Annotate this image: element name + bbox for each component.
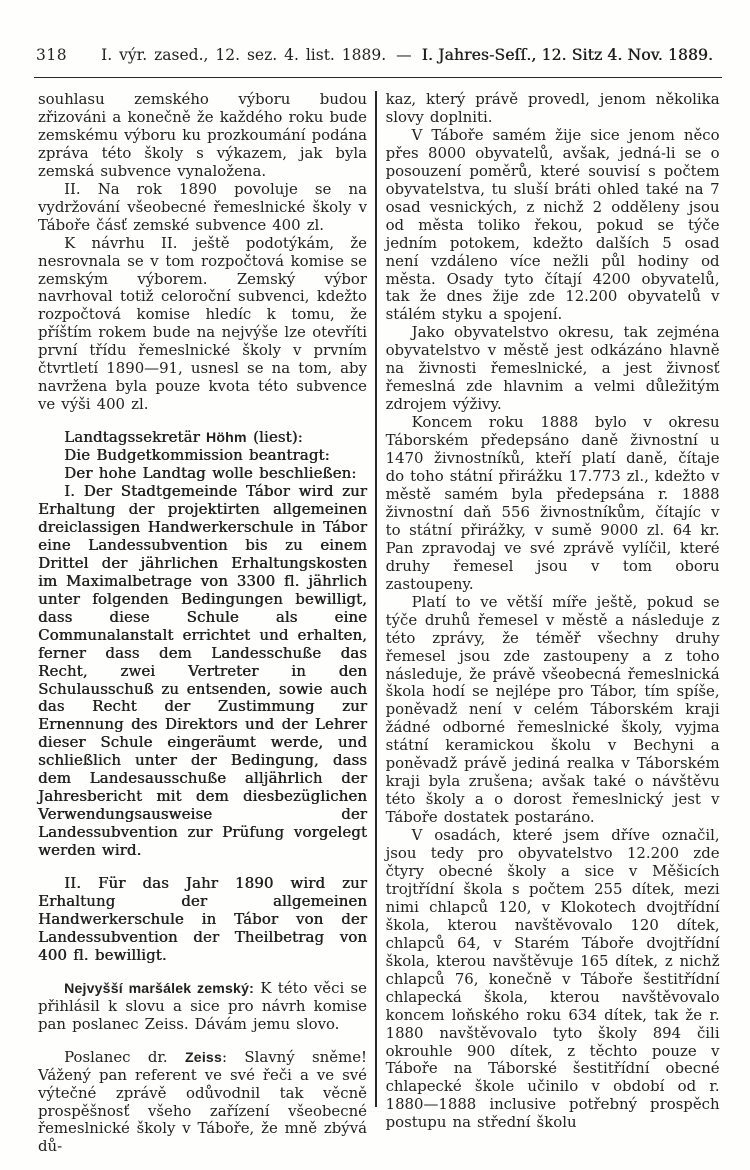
text-run: Die Budgetkommission beantragt: [64,446,330,465]
paragraph [386,827,720,1132]
left-column [38,91,367,1156]
paragraph [38,483,367,860]
paragraph [386,324,720,414]
text-run: : Slavný sněme! Vážený pan referent ve své řeči a ve své výtečné zprávě odůvodnil tak věcně prospěšnosť všeho zařízení všeobecné řemeslnické školy v Táboře, že mně zbývá dů- [38,1047,367,1156]
text-run: V Táboře samém žije sice jenom něco přes 8000 obyvatelů, avšak, jedná-li se o posouzení poměrů, které souvisí s počtem obyvatelstva, tu sluší bráti ohled také na 7 osad vesnických, z nichž 2 odděleny jsou od města toliko řekou, pokud se týče jedním potokem, kdežto dalších 5 osad není vzdáleno více nežli půl hodiny od města. Osady tyto čítají 4200 obyvatelů, tak že dnes žije zde 12.200 obyvatelů v stálém styku a spojení. [385,125,720,324]
text-run: kaz, který právě provedl, jenom několika slovy doplniti. [385,90,720,126]
paragraph [386,414,720,594]
paragraph [38,181,367,235]
text-run: Poslanec dr. [64,1047,185,1066]
speaker-name: Zeiss [184,1048,223,1065]
column-divider [375,91,377,1107]
header-rule [34,77,722,78]
paragraph [38,875,367,965]
paragraph [386,127,720,324]
running-title-separator: — [396,46,412,64]
text-run: Koncem roku 1888 bylo v okresu Táborském předepsáno daně živnostní u 1470 živnostníků, kteří platí daně, čítaje do toho státní přirážku 17.773 zl., kdežto v městě samém byla předepsána r. 1888 živnostní daň 556 živnostníkům, čítajíc v to státní přirážky, v sumě 9000 zl. 64 kr. Pan zpravodaj ve své zprávě vylíčil, které druhy řemesel jsou v tom oboru zastoupeny. [385,413,720,593]
text-run: K návrhu II. ještě podotýkám, že nesrovnala se v tom rozpočtová komise se zemským výborem. Zemský výbor navrhoval totiž celoroční subvenci, kdežto rozpočtová komise hledíc k tomu, že příštím rokem bude na nejvýše lze otevříti první třídu řemeslnické školy v prvním čtvrtletí 1890—91, usnesl se na tom, aby navržena byla pouze kvota této subvence ve výši 400 zl. [38,233,367,414]
text-run: II. Na rok 1890 povoluje se na vydržování všeobecné řemeslnické školy v Táboře čásť zemské subvence 400 zl. [38,179,367,234]
paragraph [38,91,367,181]
text-run: I. Der Stadtgemeinde Tábor wird zur Erhaltung der projektirten allgemeinen dreiclassigen Handwerkerschule in Tábor eine Landessubvention bis zu einem Drittel der jährlichen Erhaltungskosten im Maximalbetrage von 3300 fl. jährlich unter folgenden Bedingungen bewilligt, dass diese Schule als eine Communalanstalt errichtet und erhalten, ferner dass dem Landesschuße das Recht, zwei Vertreter in den Schulausschuß zu entsenden, sowie auch das Recht der Zustimmung zur Ernennung des Direktors und der Lehrer dieser Schule eingeräumt werde, und schließlich unter der Bedingung, dass dem Landesausschuße alljährlich der Jahresbericht mit dem diesbezüglichen Verwendungsausweise der Landessubvention zur Prüfung vorgelegt werden wird. [38,482,367,860]
text-body [38,91,720,1156]
text-run: souhlasu zemského výboru budou zřizováni a konečně že každého roku bude zemskému výboru ku prozkoumání podána zpráva této školy s výkazem, jak byla zemská subvence vynaložena. [38,90,367,180]
text-run: Der hohe Landtag wolle beschließen: [64,464,357,483]
paragraph [386,91,720,127]
text-run: V osadách, které jsem dříve označil, jsou tedy pro obyvatelstvo 12.200 zde čtyry obecné školy a sice v Měšicích trojtřídní škola s počtem 255 dítek, mezi nimi chlapců 120, v Klokotech dvojtřídní škola, kterou navštěvovalo 120 dítek, chlapců 64, v Starém Táboře dvojtřídní škola, kterou navštěvuje 165 dítek, z nichž chlapců 76, konečně v Táboře šestitřídní chlapecká škola, kterou navštěvovalo koncem loňského roku 634 dítek, tak že r. 1880 navštěvovalo tyto školy 894 čili okrouhle 900 dítek, z těchto pouze v Táboře na Táborské šestitřídní obecné chlapecké škole učinilo v období od r. 1880—1888 inclusive potřebný prospěch postupu na střední školu [385,826,720,1132]
text-run: K této věci se přihlásil k slovu a sice pro návrh komise pan poslanec Zeiss. Dávám jemu slovo. [38,978,367,1033]
page-number: 318 [36,46,68,64]
paragraph [38,429,367,447]
paragraph [38,1049,367,1157]
text-run: II. Für das Jahr 1890 wird zur Erhaltung der allgemeinen Handwerkerschule in Tábor von der Landessubvention der Theilbetrag von 400 fl. bewilligt. [38,874,367,964]
paragraph [38,465,367,483]
running-title-german: I. Jahres-Seſſ., 12. Sitz 4. Nov. 1889. [421,46,713,64]
running-head [36,46,720,64]
right-column [386,91,720,1156]
speaker-name: Nejvyšší maršálek zemský: [64,979,255,996]
paragraph [38,447,367,465]
text-run: Platí to ve větší míře ještě, pokud se týče druhů řemesel v městě a následuje z této zprávy, že téměř všechny druhy řemesel jsou zde zastoupeny a z toho následuje, že právě všeobecná řemeslnická škola hodí se nejlépe pro Tábor, tím spíše, poněvadž není v celém Táborském kraji žádné odborné řemeslnické školy, vyjma státní keramickou školu v Bechyni a poněvadž právě jediná realka v Táborském kraji byla zrušena; avšak také o návštěvu této školy a o dorost řemeslnický jest v Táboře dostatek postaráno. [385,592,720,827]
paragraph [38,235,367,415]
paragraph [38,980,367,1034]
speaker-name: Höhm [206,429,247,446]
paragraph [386,594,720,827]
text-run: Landtagssekretär [64,428,206,447]
running-title-czech: I. výr. zased., 12. sez. 4. list. 1889. [101,46,387,64]
text-run: (liest): [246,428,303,447]
text-run: Jako obyvatelstvo okresu, tak zejména obyvatelstvo v městě jest odkázáno hlavně na živnosti řemeslnické, a jest živnosť řemeslná zde hlavnim a velmi důležitým zdrojem výživy. [385,323,720,414]
